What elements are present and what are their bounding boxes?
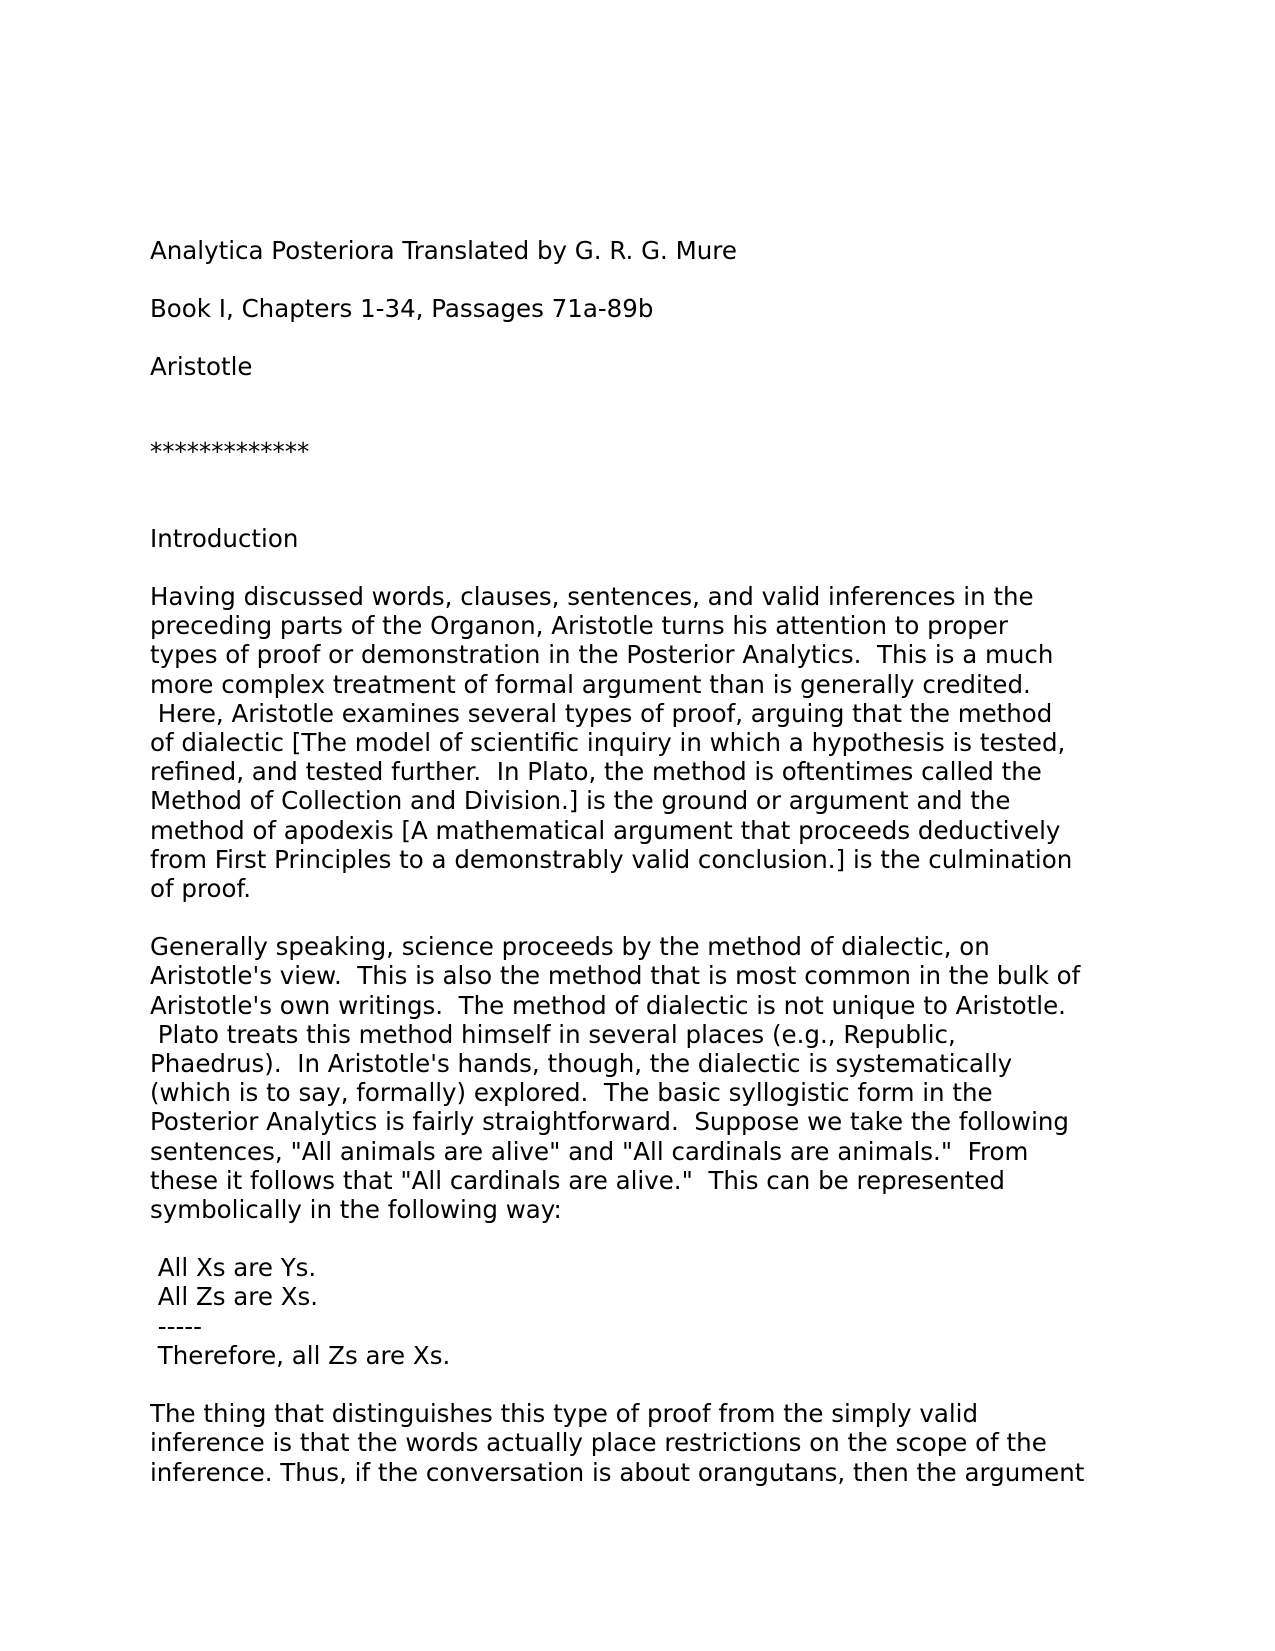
text-line: Here, Aristotle examines several types of proof, arguing that the method xyxy=(150,698,1053,728)
separator: ************* xyxy=(150,436,310,466)
text-line: The thing that distinguishes this type of proof from the simply valid xyxy=(150,1399,979,1429)
text-line: these it follows that "All cardinals are alive." This can be represented xyxy=(150,1165,1005,1195)
paragraph-1 xyxy=(150,582,1140,903)
text-line: (which is to say, formally) explored. The basic syllogistic form in the xyxy=(150,1078,993,1108)
text-line: preceding parts of the Organon, Aristotle turns his attention to proper xyxy=(150,611,1008,641)
text-line: inference is that the words actually place restrictions on the scope of the xyxy=(150,1428,1047,1458)
text-line: symbolically in the following way: xyxy=(150,1195,562,1225)
text-line: Generally speaking, science proceeds by the method of dialectic, on xyxy=(150,932,990,962)
syllogism-premise-2: All Zs are Xs. xyxy=(150,1282,319,1312)
document-subtitle: Book I, Chapters 1-34, Passages 71a-89b xyxy=(150,294,654,324)
text-line: Aristotle's own writings. The method of dialectic is not unique to Aristotle. xyxy=(150,990,1066,1020)
document-page xyxy=(150,236,1140,1487)
syllogism-premise-1: All Xs are Ys. xyxy=(150,1253,317,1283)
text-line: Method of Collection and Division.] is the ground or argument and the xyxy=(150,786,1011,816)
text-line: Aristotle's view. This is also the method that is most common in the bulk of xyxy=(150,961,1081,991)
syllogism-conclusion: Therefore, all Zs are Xs. xyxy=(150,1340,451,1370)
paragraph-3 xyxy=(150,1399,1140,1487)
text-line: types of proof or demonstration in the Posterior Analytics. This is a much xyxy=(150,640,1054,670)
paragraph-2 xyxy=(150,932,1140,1224)
text-line: of dialectic [The model of scientific inquiry in which a hypothesis is tested, xyxy=(150,728,1066,758)
text-line: sentences, "All animals are alive" and "All cardinals are animals." From xyxy=(150,1136,1029,1166)
text-line: refined, and tested further. In Plato, the method is oftentimes called the xyxy=(150,757,1042,787)
text-line: method of apodexis [A mathematical argument that proceeds deductively xyxy=(150,815,1061,845)
document-author: Aristotle xyxy=(150,352,253,382)
syllogism-divider: ----- xyxy=(150,1311,202,1341)
text-line: more complex treatment of formal argument than is generally credited. xyxy=(150,669,1031,699)
text-line: from First Principles to a demonstrably valid conclusion.] is the culmination xyxy=(150,844,1073,874)
syllogism-block xyxy=(150,1253,1140,1370)
text-line: of proof. xyxy=(150,874,252,904)
text-line: Phaedrus). In Aristotle's hands, though, the dialectic is systematically xyxy=(150,1049,1013,1079)
text-line: inference. Thus, if the conversation is about orangutans, then the argument xyxy=(150,1457,1085,1487)
section-heading: Introduction xyxy=(150,523,299,553)
text-line: Posterior Analytics is fairly straightforward. Suppose we take the following xyxy=(150,1107,1069,1137)
document-title: Analytica Posteriora Translated by G. R. G. Mure xyxy=(150,236,737,265)
text-line: Having discussed words, clauses, sentences, and valid inferences in the xyxy=(150,582,1034,612)
text-line: Plato treats this method himself in several places (e.g., Republic, xyxy=(150,1019,956,1049)
